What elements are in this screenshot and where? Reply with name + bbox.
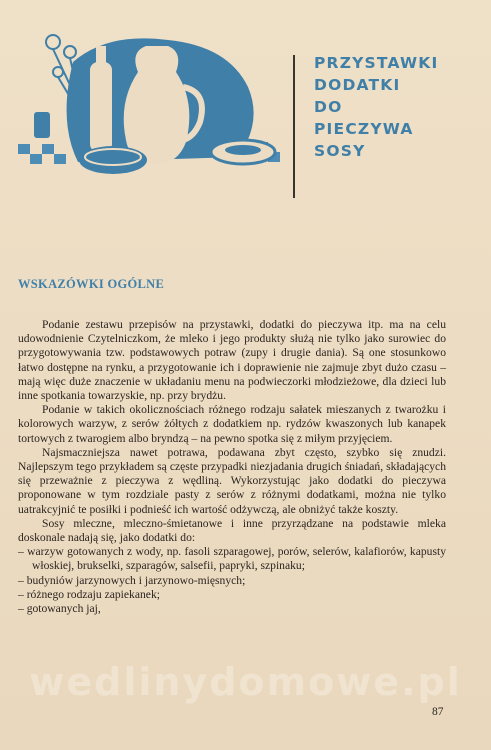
title-line: DODATKI (314, 76, 401, 94)
title-line: SOSY (314, 142, 366, 160)
list-item: – gotowanych jaj, (18, 602, 101, 616)
page-number: 87 (432, 706, 444, 718)
bottle-shape (90, 62, 112, 152)
watermark: wedlinydomowe.pl (29, 660, 462, 704)
section-heading: WSKAZÓWKI OGÓLNE (18, 277, 165, 291)
bread-loaf (79, 146, 147, 174)
chapter-titles (314, 52, 438, 162)
paragraph: Najsmaczniejsza nawet potrawa, podawana zbyt często, szybko się znudzi. Najlepszym tego przykładem są częste przypadki niezjadania drugich śniadań, składających się przeważnie z pieczywa z wędliną. Wykorzystując jako dodatki do pieczywa proponowane w tym rozdziale pasty z serów z różnymi dodatkami, można nie tylko uatrakcyjnić te posiłki i podnieść ich wartość odżywczą, ale obniżyć także koszty. (18, 445, 446, 516)
paragraph: Podanie w takich okolicznościach różnego rodzaju sałatek mieszanych z twarożku i kolorowych warzyw, z serów żółtych z dodatkiem np. rydzów kwaszonych lub kanapek tortowych z twarogiem albo bryndzą – na pewno spotka się z miłym przyjęciem. (18, 403, 446, 445)
vertical-rule (293, 55, 295, 198)
paragraph: Podanie zestawu przepisów na przystawki, dodatki do pieczywa itp. ma na celu udowodnienie Czytelniczkom, że mleko i jego produkty służą nie tylko jako surowiec do przygotowywania tzw. podstawowych potraw (zupy i drugie dania). Są one stosunkowo łatwo dostępne na rynku, a przygotowanie ich i doprawienie nie zajmuje zbyt dużo czasu – mają więc duże znaczenie w układaniu menu na podwieczorki młodzieżowe, dla dzieci lub inne spotkania towarzyskie, np. przy brydżu. (18, 318, 446, 403)
list-item: – warzyw gotowanych z wody, np. fasoli szparagowej, porów, selerów, kalafiorów, kapusty włoskiej, brukselki, szparagów, salsefii, papryki, szpinaku; (18, 545, 446, 573)
title-line: PRZYSTAWKI (314, 54, 439, 72)
list-item: – różnego rodzaju zapiekanek; (18, 587, 160, 601)
jar-shape (34, 112, 50, 138)
paragraph: Sosy mleczne, mleczno-śmietanowe i inne przyrządzane na podstawie mleka doskonale nadają się, jako dodatki do: (18, 516, 446, 545)
title-line: PIECZYWA (314, 120, 414, 138)
title-line: DO (314, 98, 343, 116)
list-item: – budyniów jarzynowych i jarzynowo-mięsnych; (18, 573, 246, 587)
still-life-illustration (18, 32, 280, 182)
body-text (18, 318, 446, 616)
